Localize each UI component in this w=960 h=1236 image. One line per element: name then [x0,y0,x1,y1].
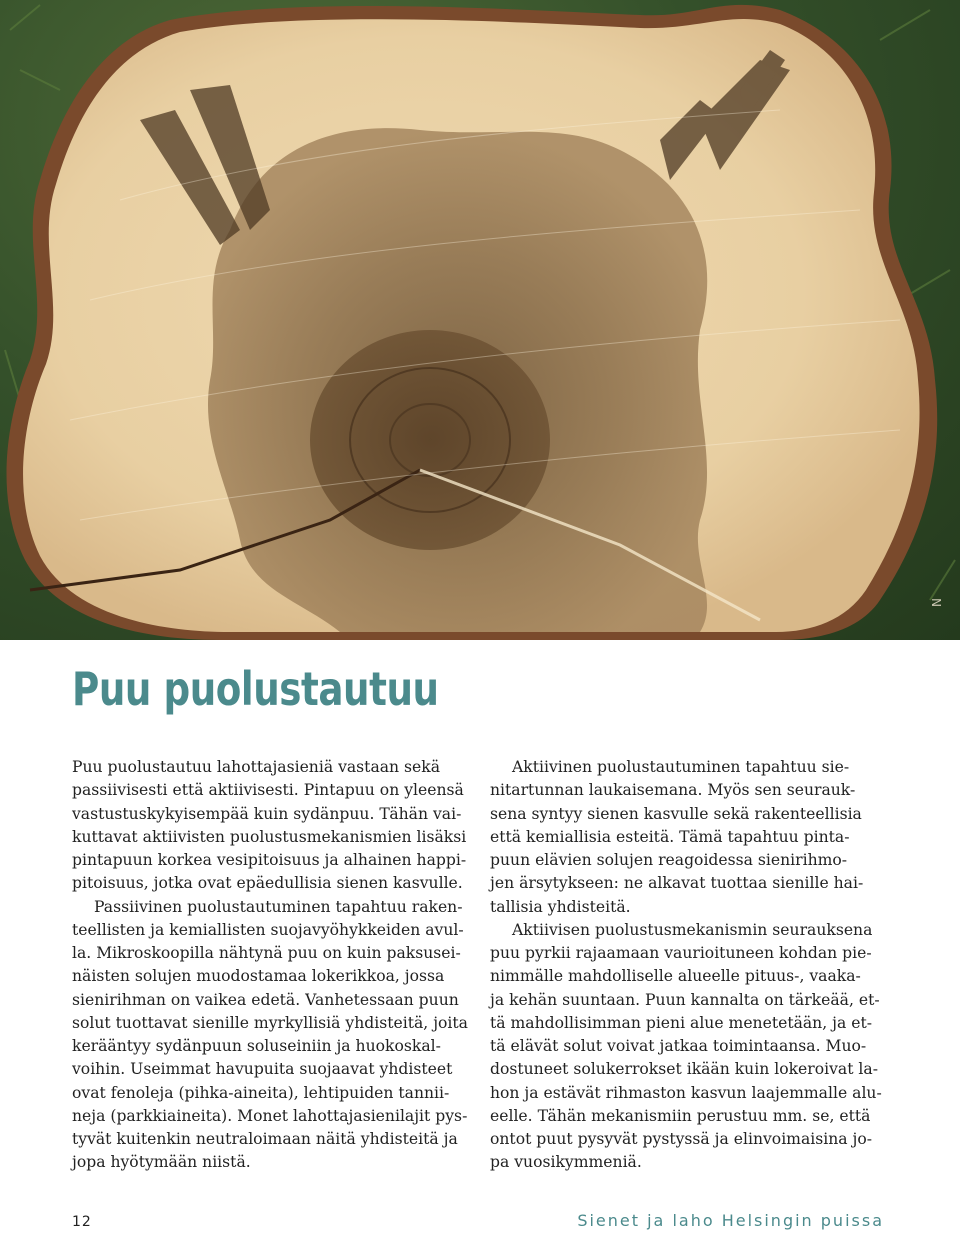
text-line: kerääntyy sydänpuun soluseiniin ja huokoskal- [72,1037,441,1055]
text-line: tallisia yhdisteitä. [490,897,631,916]
text-line: puu pyrkii rajaamaan vaurioituneen kohdan pie- [490,944,872,962]
text-line: tä elävät solut voivat jatkaa toimintaansa. Muo- [490,1037,867,1055]
text-line: kuttavat aktiivisten puolustusmekanismien lisäksi [72,827,467,846]
text-line: ja kehän suuntaan. Puun kannalta on tärkeää, et- [490,990,880,1009]
text-line: pa vuosikymmeniä. [490,1153,642,1172]
running-footer: Sienet ja laho Helsingin puissa [577,1211,884,1230]
photo-credit: N [930,598,944,607]
text-line: näisten solujen muodostamaa lokerikkoa, jossa [72,967,445,986]
text-line: teellisten ja kemiallisten suojavyöhykkeiden avul- [72,920,464,939]
text-line: dostuneet solukerrokset ikään kuin lokeroivat la- [490,1060,878,1079]
text-line: hon ja estävät rihmaston kasvun laajemmalle alu- [490,1083,882,1102]
text-line: passiivisesti että aktiivisesti. Pintapuu on yleensä [72,781,464,800]
right-column [490,756,888,1175]
text-line: sena syntyy sienen kasvulle sekä rakenteellisia [490,804,862,823]
text-line: Aktiivisen puolustusmekanismin seurauksena [512,920,873,939]
article-title: Puu puolustautuu [72,662,439,716]
text-line: tä mahdollisimman pieni alue menetetään, ja et- [490,1013,872,1032]
text-line: nitartunnan laukaisemana. Myös sen seurauk- [490,781,856,800]
text-line: puun elävien solujen reagoidessa sienirihmo- [490,851,848,869]
text-line: Passiivinen puolustautuminen tapahtuu raken- [94,897,463,916]
left-column [72,756,470,1175]
text-line: neja (parkkiaineita). Monet lahottajasienilajit pys- [72,1106,468,1125]
text-line: voihin. Useimmat havupuita suojaavat yhdisteet [72,1060,453,1079]
text-line: la. Mikroskoopilla nähtynä puu on kuin paksusei- [72,944,461,962]
text-line: solut tuottavat sienille myrkyllisiä yhdisteitä, joita [72,1013,468,1032]
text-line: nimmälle mahdolliselle alueelle pituus-, vaaka- [490,967,861,986]
text-line: eelle. Tähän mekanismiin perustuu mm. se, että [490,1106,871,1125]
text-line: ovat fenoleja (pihka-aineita), lehtipuiden tannii- [72,1083,450,1102]
text-line: jen ärsytykseen: ne alkavat tuottaa sienille hai- [490,874,864,893]
text-line: pintapuun korkea vesipitoisuus ja alhainen happi- [72,851,467,869]
text-line: tyvät kuitenkin neutraloimaan näitä yhdisteitä ja [72,1130,458,1148]
text-line: jopa hyötymään niistä. [72,1153,251,1172]
text-line: vastustuskykyisempää kuin sydänpuu. Tähän vai- [72,804,462,823]
text-line: ontot puut pysyvät pystyssä ja elinvoimaisina jo- [490,1130,873,1148]
text-line: että kemiallisia esteitä. Tämä tapahtuu pinta- [490,827,850,846]
page-number: 12 [72,1214,92,1230]
text-line: sienirihman on vaikea edetä. Vanhetessaan puun [72,990,459,1009]
text-line: pitoisuus, jotka ovat epäedullisia sienen kasvulle. [72,874,463,893]
text-line: Aktiivinen puolustautuminen tapahtuu sie- [512,758,850,776]
text-line: Puu puolustautuu lahottajasieniä vastaan sekä [72,758,441,776]
